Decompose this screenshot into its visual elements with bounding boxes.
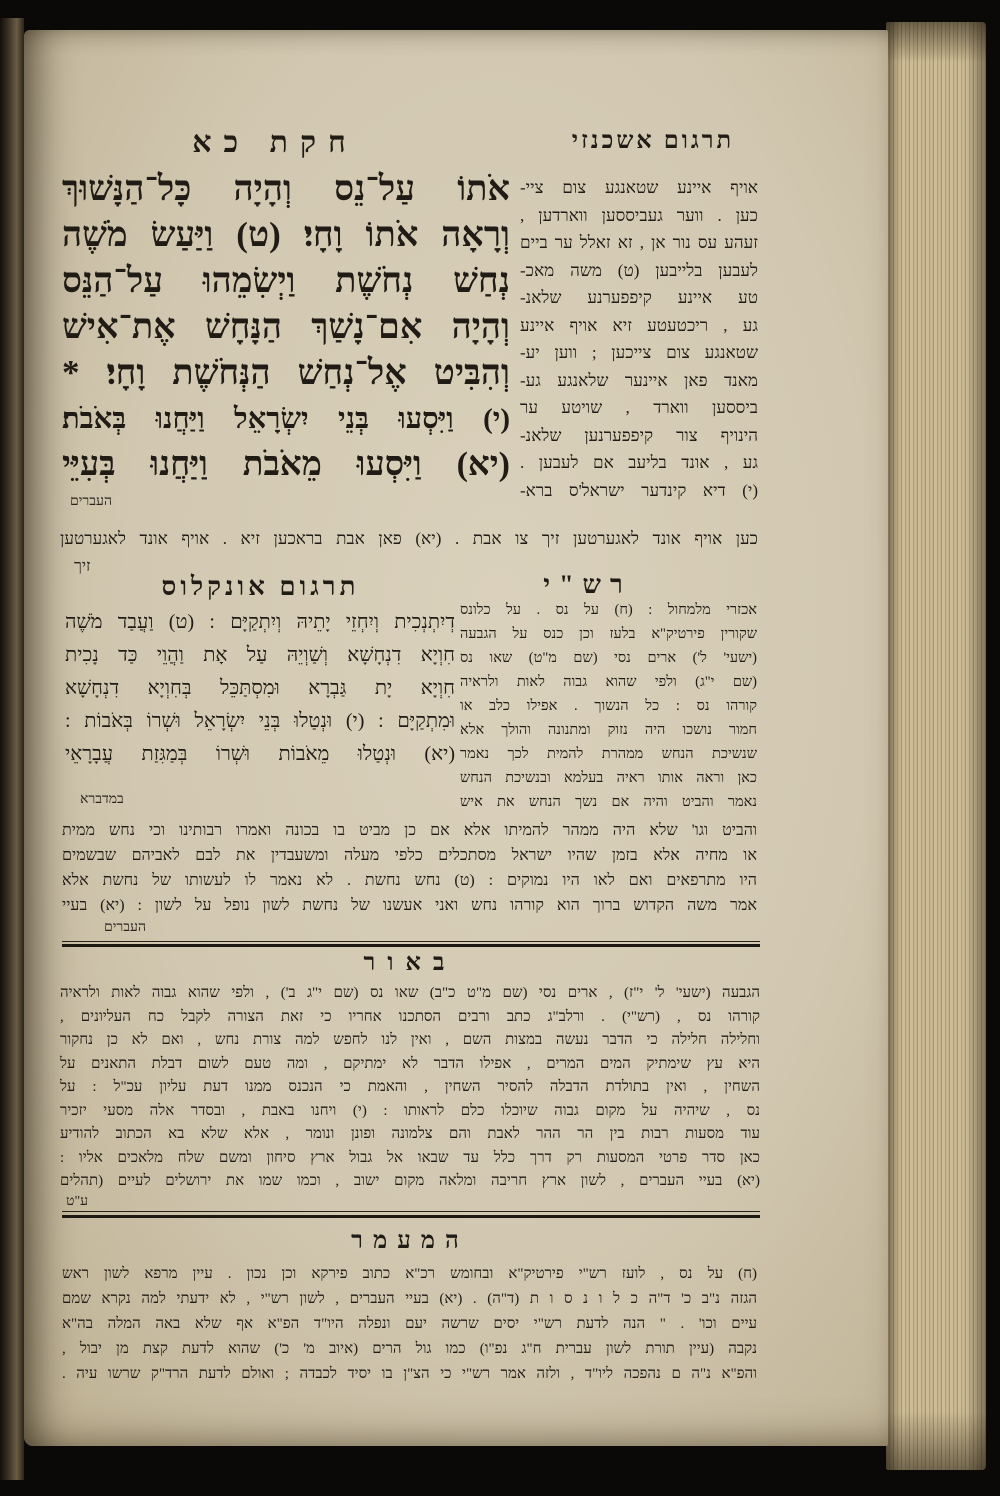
onkelos-line: חִוְיָא דִנְחָשָׁא וְשַׁוְיֵהּ עַל אָת וַהֲוֵי כַּד נָכִית xyxy=(65,644,455,666)
rashi-line: שנשיכת הנחש ממהרת להמית לכך נאמר xyxy=(460,746,757,762)
biur-line: נס , שיהיה על מקום גבוה שיוכלו כלם לראותו : (י) ויחנו באבת , ובסדר אלה מסעי יזכיר xyxy=(60,1102,760,1119)
section-divider xyxy=(62,941,760,947)
rashi-line: נאמר והביט והיה אם נשך הנחש את איש xyxy=(460,794,757,810)
torah-line: נְחַשׁ נְחֹשֶׁת וַיְשִׂמֵהוּ עַל־הַנֵּס xyxy=(62,261,510,300)
targum-ashkenazi-line: מאנד פאן איינער שלאנגע גע- xyxy=(520,370,758,390)
rashi-line: קורהו נס : כל הנשוך . אפילו כלב או xyxy=(460,698,757,714)
rashi-line: חמור נושכו היה נזוק ומתנונה והולך אלא xyxy=(460,722,757,738)
torah-line: אֹתוֹ עַל־נֵס וְהָיָה כָּל־הַנָּשׁוּךְ xyxy=(62,169,510,208)
biur-title: באור xyxy=(363,950,457,976)
targum-ashkenazi-column xyxy=(520,174,758,504)
targum-ashkenazi-line: לעבען בלייבען (ט) משה מאכ- xyxy=(520,260,758,280)
onkelos-line: וּמִתְקַיָּם : (י) וּנְטַלוּ בְּנֵי יִשְׂרָאֵל וּשְׁרוֹ בְּאֹבוֹת : xyxy=(65,710,455,732)
rashi-line: אכזרי מלמחול : (ח) על נס . על כלונס xyxy=(460,602,757,618)
targum-ashkenazi-line: גע , אונד בליעב אם לעבען . xyxy=(520,453,758,472)
targum-ashkenazi-line: כען אויף אונד לאגערטען זיך צו אבת . (יא) פאן אבת בראכען זיא . אויף אונד לאגערטען xyxy=(60,529,758,548)
biur-line: היא עץ שימתיק המים המרים , אפילו הדבר לא ימתיקם , ומה טעם לשום דבלת התאנים על xyxy=(60,1055,760,1072)
rashi-line: שקורין פירטיק"א בלעז וכן כנס על הגבעה xyxy=(460,626,757,642)
torah-catchword: העברים xyxy=(70,494,113,509)
torah-line: וְהָיָה אִם־נָשַׁךְ הַנָּחָשׁ אֶת־אִישׁ xyxy=(62,307,510,346)
biur-catchword: ע"ט xyxy=(66,1194,89,1209)
rashi-column xyxy=(460,598,757,814)
rashi-line: או מחיה אלא בזמן שהיו ישראל מסתכלים כלפי מעלה ומשעבדין את לבם לאביהם שבשמים xyxy=(62,847,757,864)
targum-ashkenazi-line: אויף איינע שטאנגע צום ציי- xyxy=(520,178,758,197)
torah-text-block xyxy=(62,166,510,488)
targum-ashkenazi-line: (י) דיא קינדער ישראל'ס ברא- xyxy=(520,480,758,500)
running-head-parsha: חקת כא xyxy=(192,126,358,159)
hameamer-line: עיים וכו' . " הנה לדעת רש"י יסים שרשה יעם ונפלה היו"ד הפ"א אף שלא באה המלה בה"א xyxy=(62,1316,757,1332)
biur-line: כאן סדר פרטי המסעות רק דרך כלל עד שבאו אל גבול ארץ סיחון ומשם שלח מלאכים אליו : xyxy=(60,1149,760,1166)
hameamer-line: והפ"א נ"ה ם נהפכה ליו"ד , ולזה אמר רש"י כי הצ"ן בו יסיד לכבדה ; ואולם לדעת הרד"ק שרשו עיה . xyxy=(62,1366,757,1382)
hameamer-line: הגזה נ"ב כ' ד"ה כ ל ו נ ס ו ת (ד"ה) . (יא) בעיי העברים , לשון רש"י , לא ידעתי למה נקרא שמם xyxy=(62,1291,757,1307)
rashi-line: אמר משה הקדוש ברוך הוא קורהו נחש ואני אעשנו של נחשת לשון נופל על לשון : (יא) בעיי xyxy=(62,897,757,914)
hameamer-title: המעמר xyxy=(351,1228,469,1254)
rashi-line: כאן וראה אותו ראיה בעלמא ובנשיכת הנחש xyxy=(460,770,757,786)
torah-line: (י) וַיִּסְעוּ בְּנֵי יִשְׂרָאֵל וַיַּחֲנוּ בְּאֹבֹת׃ xyxy=(62,403,510,435)
rashi-continuation xyxy=(62,818,757,918)
hameamer-block xyxy=(62,1262,757,1387)
torah-line: (יא) וַיִּסְעוּ מֵאֹבֹת וַיַּחֲנוּ בְּעִיֵּי xyxy=(62,446,510,483)
onkelos-line: חִוְיָא יָת גַּבְרָא וּמִסְתַּכֵּל בְּחִוְיָא דִנְחָשָׁא xyxy=(65,677,455,699)
page-stack-edges xyxy=(886,22,986,1470)
targum-ashkenazi-line: גע , ריכטעטע זיא אויף איינע xyxy=(520,315,758,335)
rashi-catchword: העברים xyxy=(104,920,147,935)
rashi-line: (ישעי' ל') ארים נסי (שם מ"ט) שאו נס xyxy=(460,650,757,666)
onkelos-line: דְיִתְנְכִית וְיִחְזֵי יָתֵיהּ וְיִתְקַיָּם : (ט) וַעֲבַד מֹשֶׁה xyxy=(65,611,455,633)
torah-line: וְרָאָה אֹתוֹ וָחָי׃ (ט) וַיַּעַשׂ מֹשֶׁה xyxy=(62,215,510,254)
targum-ashkenazi-line: זעהע עס נור אן , זא זאלל ער ביים xyxy=(520,233,758,252)
biur-line: (יא) בעיי העברים , לשון ארץ חריבה ומלאה מקום ישוב , וכמו שמו את ירושלים לעיים (תהלים xyxy=(60,1173,760,1189)
onkelos-catchword: במדברא xyxy=(80,792,124,807)
biur-line: הגבעה (ישעי' ל' י"ז) , ארים נסי (שם מ"ט כ"ב) שאו נס (שם י"ג ב') , ולפי שהוא גבוה לאות ולראיה xyxy=(60,985,760,1001)
rashi-line: (שם י"ג) ולפי שהוא גבוה לאות ולראיה xyxy=(460,674,757,690)
targum-ashkenazi-line: הינויף צור קיפפערנען שלאנ- xyxy=(520,425,758,445)
rashi-line: היו מתרפאים ואם לאו היו נמוקים : (ט) נחש נחשת . לא נאמר לו לעשותו של נחשת אלא xyxy=(62,872,757,889)
biur-line: השחין , ואין בתולדת הדבלה להסיר השחין , והאמת כי הנכנס ממנו דעת עליון עכ"ל : על xyxy=(60,1079,760,1095)
targum-ashkenazi-line: כען . ווער געביססען ווארדען , xyxy=(520,205,758,225)
facing-page-edge xyxy=(0,18,24,1480)
hameamer-line: נקבה (עיין תורת לשון עברית ח"ג נפ"ו) כמו גול הרים (איוב מ' כ') שהוא לדעת קצת מן יבול , xyxy=(62,1341,757,1357)
targum-ashkenazi-line: שטאנגע צום צייכען ; ווען יע- xyxy=(520,343,758,362)
biur-line: וחלילה חלילה כי הדבר נעשה במצות השם , ואין לנו לחפש למה צורת נחש , ואם לא כן נחקור xyxy=(60,1032,760,1048)
onkelos-title: תרגום אונקלוס xyxy=(161,572,360,601)
targum-ashkenazi-continuation xyxy=(60,526,758,552)
rashi-title: רש"י xyxy=(543,570,632,599)
targum-ashkenazi-title: תרגום אשכנזי xyxy=(571,128,735,154)
targum-ashkenazi-line: טע איינע קיפפערנע שלאנ- xyxy=(520,288,758,307)
onkelos-line: (יא) וּנְטַלוּ מֵאֹבוֹת וּשְׁרוֹ בְּמַגִּזַת עֲבָרָאֵי xyxy=(65,743,455,765)
targum-ashkenazi-catchword: זיך xyxy=(74,558,91,575)
section-divider xyxy=(62,1211,760,1218)
rashi-line: והביט וגו' שלא היה ממהר להמיתו אלא אם כן מביט בו בכונה ואמרו רבותינו וכי נחש ממית xyxy=(62,822,757,839)
torah-line: וְהִבִּיט אֶל־נְחַשׁ הַנְּחֹשֶׁת וָחָי׃ * xyxy=(62,353,510,392)
onkelos-column xyxy=(65,606,455,771)
targum-ashkenazi-line: ביססען ווארד , שויטע ער xyxy=(520,398,758,417)
biur-line: עוד מסעות רבות בין הר ההר לאבת והם צלמונה ופונן ונומר , אלא שלא בא הכתוב להודיע xyxy=(60,1126,760,1142)
biur-line: קורהו נס , (רש"י) . ורלב"ג כתב ורבים הסתכנו אחריו כי זאת הצורה לקבל כח העליונים , xyxy=(60,1008,760,1025)
biur-block xyxy=(60,982,760,1194)
hameamer-line: (ח) על נס , לועז רש"י פירטיק"א ובחומש רכ"א כתוב פירקא וכן נכון . עיין מרפא לשון ראש xyxy=(62,1266,757,1282)
